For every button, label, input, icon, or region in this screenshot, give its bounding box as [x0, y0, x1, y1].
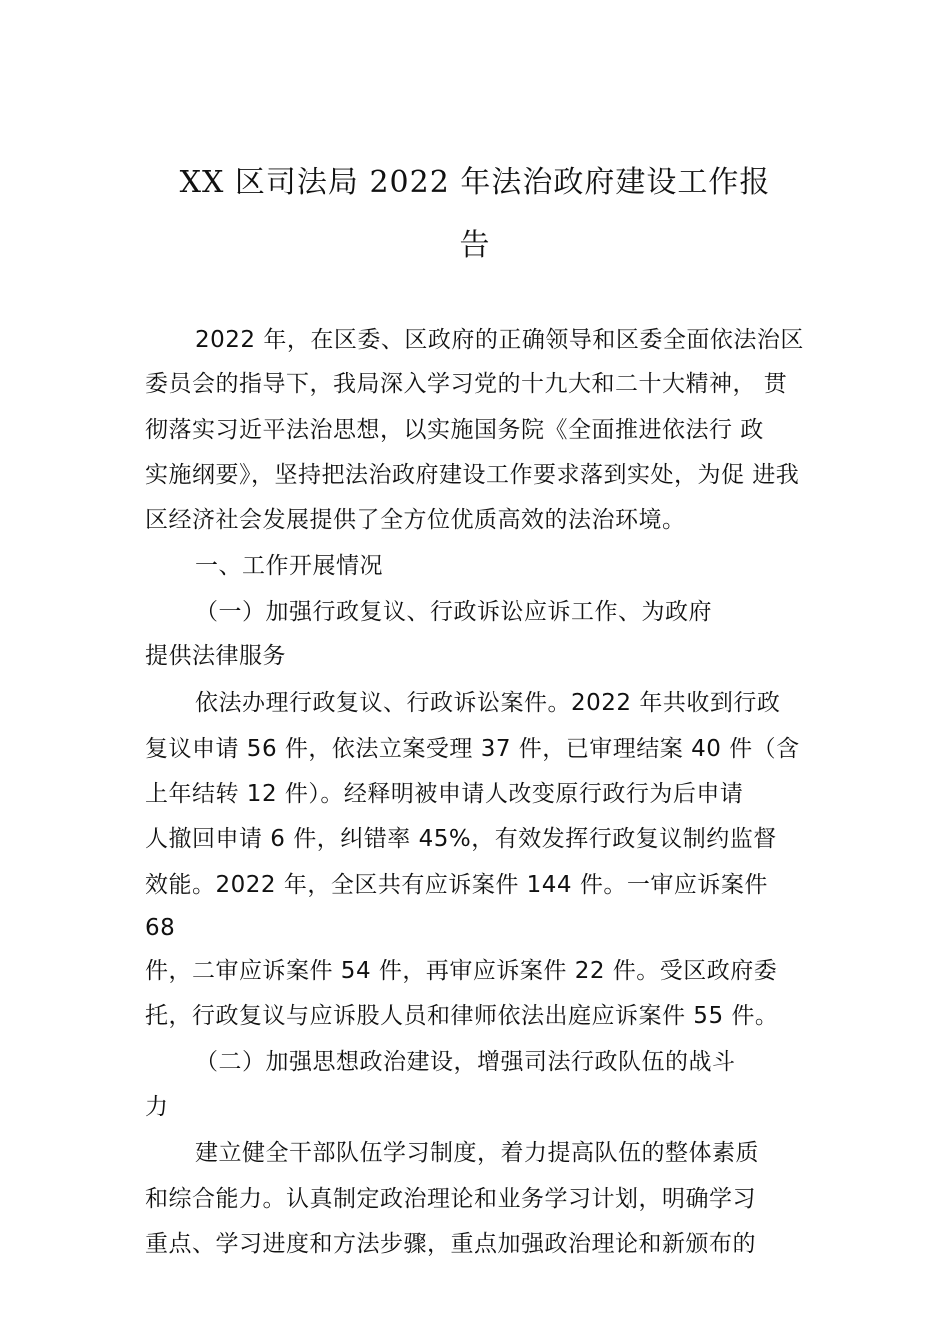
document-title-line-1: XX 区司法局 2022 年法治政府建设工作报 — [179, 165, 771, 200]
paragraph-line: 人撤回申请 6 件，纠错率 45%，有效发挥行政复议制约监督 — [145, 826, 777, 852]
section-heading: 一、工作开展情况 — [195, 553, 383, 579]
paragraph-line: 重点、学习进度和方法步骤，重点加强政治理论和新颁布的 — [145, 1231, 756, 1257]
subsection-heading: （一）加强行政复议、行政诉讼应诉工作、为政府 — [195, 599, 712, 625]
paragraph-line: 和综合能力。认真制定政治理论和业务学习计划，明确学习 — [145, 1186, 756, 1212]
subsection-heading-continued: 提供法律服务 — [145, 643, 286, 669]
subsection-heading-continued: 力 — [145, 1094, 169, 1120]
paragraph-line: 建立健全干部队伍学习制度，着力提高队伍的整体素质 — [195, 1140, 759, 1166]
paragraph-line: 复议申请 56 件，依法立案受理 37 件，已审理结案 40 件（含 — [145, 736, 800, 762]
paragraph-line: 委员会的指导下，我局深入学习党的十九大和二十大精神， 贯 — [145, 371, 788, 397]
paragraph-line: 区经济社会发展提供了全方位优质高效的法治环境。 — [145, 507, 686, 533]
paragraph-line: 实施纲要》，坚持把法治政府建设工作要求落到实处，为促 进我 — [145, 462, 800, 488]
paragraph-line: 效能。2022 年，全区共有应诉案件 144 件。一审应诉案件 — [145, 872, 768, 898]
paragraph-line: 2022 年，在区委、区政府的正确领导和区委全面依法治区 — [195, 327, 804, 353]
paragraph-line: 件，二审应诉案件 54 件，再审应诉案件 22 件。受区政府委 — [145, 958, 778, 984]
paragraph-line: 上年结转 12 件）。经释明被申请人改变原行政行为后申请 — [145, 781, 744, 807]
paragraph-line: 彻落实习近平法治思想，以实施国务院《全面推进依法行 政 — [145, 417, 764, 443]
paragraph-line: 68 — [145, 915, 176, 941]
paragraph-line: 托，行政复议与应诉股人员和律师依法出庭应诉案件 55 件。 — [145, 1003, 779, 1029]
paragraph-line: 依法办理行政复议、行政诉讼案件。2022 年共收到行政 — [195, 690, 781, 716]
document-title-line-2: 告 — [459, 228, 491, 263]
subsection-heading: （二）加强思想政治建设，增强司法行政队伍的战斗 — [195, 1049, 736, 1075]
